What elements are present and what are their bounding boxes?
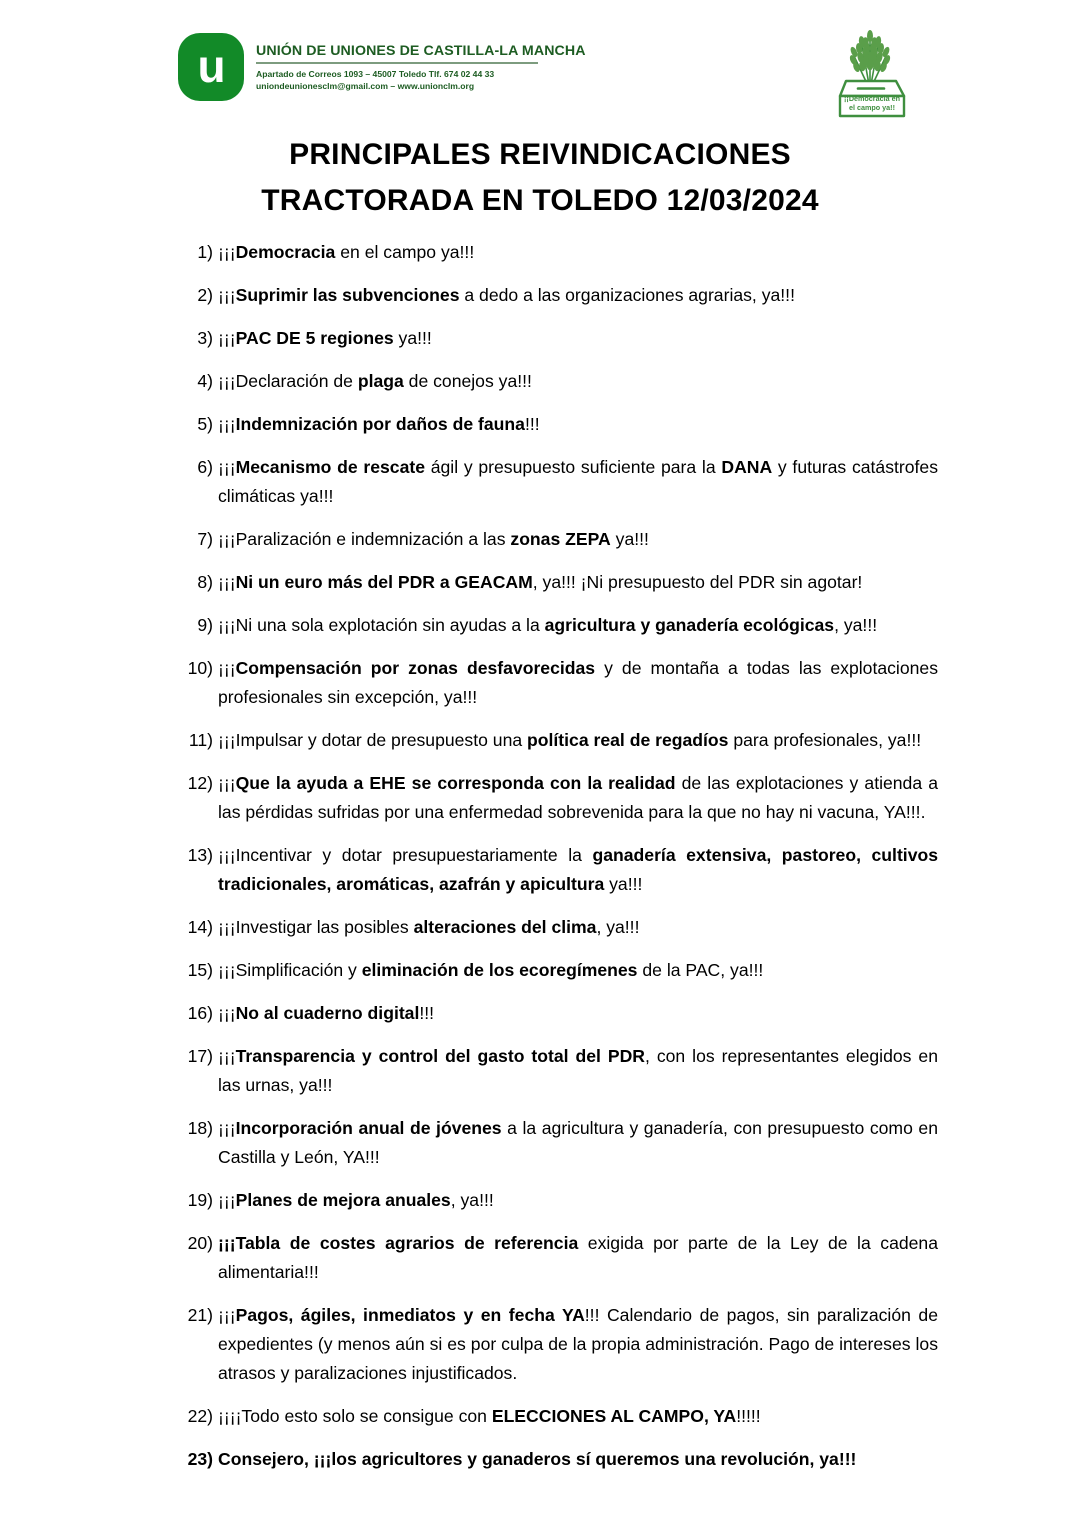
list-item-text: ¡¡¡Democracia en el campo ya!!! [218, 242, 475, 262]
list-item-text: ¡¡¡Transparencia y control del gasto total del PDR, con los representantes elegidos en las urnas, ya!!! [218, 1046, 938, 1095]
list-item-number: 18) [187, 1118, 213, 1138]
list-item [178, 324, 938, 353]
organization-details [256, 33, 586, 93]
list-item-number: 4) [197, 371, 213, 391]
list-item-text: ¡¡¡Indemnización por daños de fauna!!! [218, 414, 540, 434]
list-item-number: 8) [197, 572, 213, 592]
list-item [178, 410, 938, 439]
list-item [178, 453, 938, 511]
list-item-number: 17) [187, 1046, 213, 1066]
list-item [178, 1402, 938, 1431]
contact-email-web-line: uniondeunionesclm@gmail.com – www.unionclm.org [256, 81, 475, 91]
list-item [178, 1229, 938, 1287]
list-item-number: 12) [187, 773, 213, 793]
list-item-text: ¡¡¡Impulsar y dotar de presupuesto una política real de regadíos para profesionales, ya!!! [218, 730, 922, 750]
list-item [178, 1186, 938, 1215]
list-item-number: 14) [187, 917, 213, 937]
list-item-text: ¡¡¡Suprimir las subvenciones a dedo a las organizaciones agrarias, ya!!! [218, 285, 795, 305]
organization-letterhead [178, 33, 586, 101]
list-item [178, 1445, 938, 1474]
ballot-slogan-line-2: el campo ya!! [849, 103, 895, 112]
list-item-text: Consejero, ¡¡¡los agricultores y ganaderos sí queremos una revolución, ya!!! [218, 1449, 857, 1469]
list-item-number: 15) [187, 960, 213, 980]
list-item-text: ¡¡¡Pagos, ágiles, inmediatos y en fecha YA!!! Calendario de pagos, sin paralización de expedientes (y menos aún si es por culpa de la propia administración. Pago de intereses los atrasos y paralizaciones injustificados. [218, 1305, 938, 1383]
list-item-text: ¡¡¡Ni una sola explotación sin ayudas a la agricultura y ganadería ecológicas, ya!!! [218, 615, 878, 635]
list-item [178, 769, 938, 827]
ballot-slogan-line-1: ¡¡Democracia en [844, 94, 900, 103]
ballot-box-wheat-logo-icon [818, 12, 922, 124]
list-item-number: 3) [197, 328, 213, 348]
list-item-number: 1) [197, 242, 213, 262]
list-item-number: 19) [187, 1190, 213, 1210]
list-item [178, 841, 938, 899]
document-header [0, 0, 1080, 128]
list-item [178, 525, 938, 554]
list-item-text: ¡¡¡Declaración de plaga de conejos ya!!! [218, 371, 532, 391]
list-item-number: 21) [187, 1305, 213, 1325]
list-item-number: 6) [197, 457, 213, 477]
contact-address-line: Apartado de Correos 1093 – 45007 Toledo Tlf. 674 02 44 33 [256, 68, 495, 79]
title-line-1: PRINCIPALES REIVINDICACIONES [289, 138, 791, 171]
list-item-number: 9) [197, 615, 213, 635]
list-item [178, 654, 938, 712]
list-item-text: ¡¡¡Incentivar y dotar presupuestariamente la ganadería extensiva, pastoreo, cultivos tradicionales, aromáticas, azafrán y apicultura ya!!! [218, 845, 939, 894]
list-item [178, 568, 938, 597]
page-title [0, 132, 1080, 224]
list-item-text: ¡¡¡Planes de mejora anuales, ya!!! [218, 1190, 494, 1210]
list-item-text: ¡¡¡Paralización e indemnización a las zonas ZEPA ya!!! [218, 529, 649, 549]
list-item-number: 10) [187, 658, 213, 678]
list-item-text: ¡¡¡Incorporación anual de jóvenes a la agricultura y ganadería, con presupuesto como en Castilla y León, YA!!! [218, 1118, 938, 1167]
list-item-text: ¡¡¡Mecanismo de rescate ágil y presupuesto suficiente para la DANA y futuras catástrofes climáticas ya!!! [218, 457, 938, 506]
list-item-text: ¡¡¡Tabla de costes agrarios de referencia exigida por parte de la Ley de la cadena alimentaria!!! [218, 1233, 939, 1282]
list-item-number: 23) [187, 1449, 213, 1469]
list-item [178, 611, 938, 640]
list-item-text: ¡¡¡Que la ayuda a EHE se corresponda con la realidad de las explotaciones y atienda a las pérdidas sufridas por una enfermedad sobrevenida para la que no hay ni vacuna, YA!!!. [218, 773, 938, 822]
demands-list [178, 238, 938, 1474]
union-u-logo-icon [178, 33, 244, 101]
list-item-text: ¡¡¡Compensación por zonas desfavorecidas y de montaña a todas las explotaciones profesionales sin excepción, ya!!! [218, 658, 938, 707]
union-logo-letter: u [197, 40, 225, 92]
organization-contact [256, 68, 586, 93]
list-item-text: ¡¡¡Simplificación y eliminación de los ecoregímenes de la PAC, ya!!! [218, 960, 764, 980]
list-item [178, 281, 938, 310]
list-item [178, 1114, 938, 1172]
list-item [178, 238, 938, 267]
list-item [178, 956, 938, 985]
list-item-text: ¡¡¡No al cuaderno digital!!! [218, 1003, 435, 1023]
list-item [178, 999, 938, 1028]
list-item [178, 913, 938, 942]
title-line-2: TRACTORADA EN TOLEDO 12/03/2024 [261, 184, 819, 217]
list-item-number: 22) [187, 1406, 213, 1426]
list-item [178, 1042, 938, 1100]
list-item-number: 5) [197, 414, 213, 434]
list-item-text: ¡¡¡¡Todo esto solo se consigue con ELECCIONES AL CAMPO, YA!!!!! [218, 1406, 761, 1426]
list-item-text: ¡¡¡Ni un euro más del PDR a GEACAM, ya!!! ¡Ni presupuesto del PDR sin agotar! [218, 572, 863, 592]
list-item-number: 20) [187, 1233, 213, 1253]
list-item-number: 16) [187, 1003, 213, 1023]
list-item [178, 726, 938, 755]
letterhead-divider [256, 62, 538, 64]
list-item-number: 13) [187, 845, 213, 865]
list-item-text: ¡¡¡Investigar las posibles alteraciones del clima, ya!!! [218, 917, 640, 937]
list-item [178, 367, 938, 396]
organization-name: UNIÓN DE UNIONES DE CASTILLA-LA MANCHA [256, 43, 586, 59]
list-item-number: 7) [197, 529, 213, 549]
list-item [178, 1301, 938, 1388]
list-item-text: ¡¡¡PAC DE 5 regiones ya!!! [218, 328, 432, 348]
list-item-number: 2) [197, 285, 213, 305]
list-item-number: 11) [188, 730, 213, 750]
